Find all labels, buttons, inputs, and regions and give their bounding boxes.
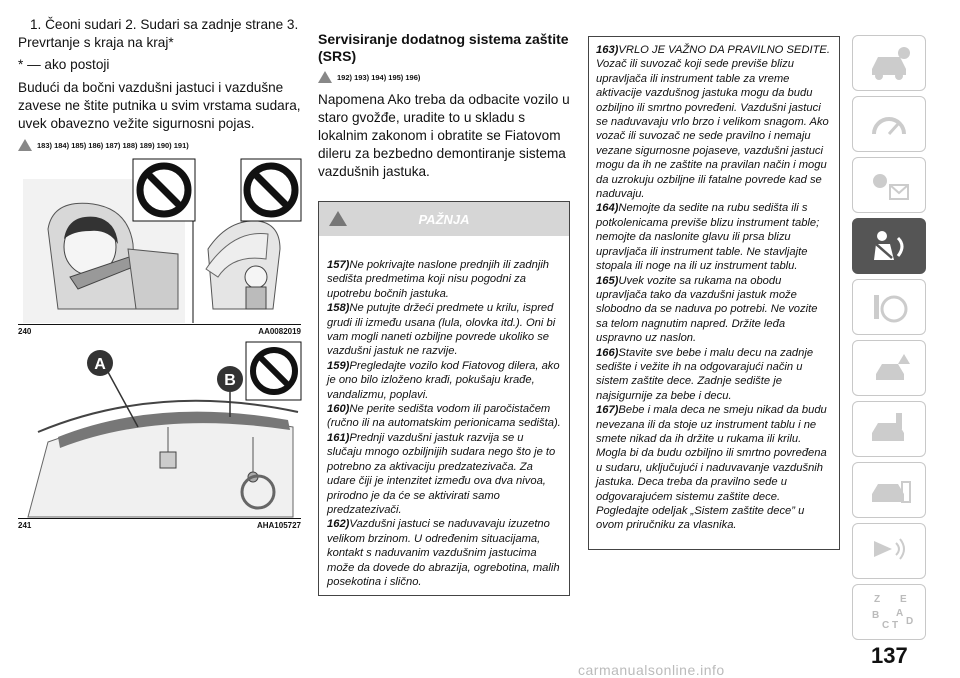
figure-240-caption [18, 324, 301, 336]
label-a: A [94, 356, 106, 373]
figure-code: AA0082019 [258, 327, 301, 336]
warning-item [596, 346, 832, 404]
figure-241-caption [18, 518, 301, 530]
warning-refs-text: 192) 193) 194) 195) 196) [337, 72, 421, 82]
index-letter: T [892, 620, 899, 631]
key-steering-icon [866, 287, 912, 327]
warning-item-number: 165) [596, 274, 619, 287]
index-letter: C [882, 620, 890, 631]
warning-item-text: Vazdušni jastuci se naduvavaju izuzetno velikom brzinom. U određenim situacijama, kontakt s naduvanim vazdušnim jastucima može da dovede do abrazija, ogrebotina, malih posekotina i slično. [327, 518, 560, 588]
warning-item [327, 431, 561, 517]
car-info-icon [866, 43, 912, 83]
chapter-tab-9[interactable] [852, 523, 926, 579]
seatbelt-paragraph: Budući da bočni vazdušni jastuci i vazdušne zavese ne štite putnika u svim vrstama sudara, uvek obavezno vežite sigurnosni pojas. [18, 80, 301, 131]
index-letter: Z [874, 594, 881, 605]
footnote: * — ako postoji [18, 57, 110, 72]
column-2 [318, 0, 570, 596]
warning-item-text: Stavite sve bebe i malu decu na zadnje sedište i vežite ih na odgovarajući način u sistem zaštite dece. Zadnje sedište je najsigurnije za bebe i decu. [596, 346, 814, 402]
warning-item-text: Ne perite sedišta vodom ili paročistačem (ručno ili na automatskim perionicama sedišta). [327, 403, 561, 430]
warning-item-number: 167) [596, 404, 619, 417]
warning-item-number: 159) [327, 359, 350, 372]
warning-item [596, 274, 832, 346]
warning-items [596, 43, 832, 533]
warning-triangle-icon [329, 211, 347, 226]
index-letter: E [900, 594, 907, 605]
label-b: B [224, 372, 236, 389]
warning-item-number: 158) [327, 302, 350, 315]
column-3 [588, 0, 840, 550]
index-letter: D [906, 616, 914, 627]
warning-item [596, 43, 832, 201]
warning-item [327, 258, 561, 301]
index-abc-icon [866, 592, 912, 632]
warning-item [327, 402, 561, 431]
warning-item-number: 157) [327, 259, 350, 271]
chapter-tab-2[interactable] [852, 96, 926, 152]
disposal-note: Napomena Ako treba da odbacite vozilo u staro gvožđe, uradite to u skladu s lokalnim zakonom i obratite se Fiatovom dileru za bezbedno demontiranje sistema vazdušnih jastuka. [318, 92, 570, 179]
child-in-seat-illustration [18, 159, 301, 323]
warning-item-text: Uvek vozite sa rukama na obodu upravljača tako da vazdušni jastuk može slobodno da se naduva po potrebi. Ne vozite sa telom nagnutim napred. Držite leđa uspravno uz naslon. [596, 274, 818, 345]
chapter-tab-5[interactable] [852, 279, 926, 335]
chapter-tab-10[interactable] [852, 584, 926, 640]
car-breakdown-icon [866, 348, 912, 388]
warning-item [596, 201, 832, 273]
warning-item [327, 301, 561, 359]
warning-item [327, 517, 561, 589]
warning-refs [318, 71, 570, 83]
figure-240 [18, 159, 301, 323]
warning-item-number: 162) [327, 518, 350, 531]
figure-241 [18, 342, 301, 517]
multimedia-icon [866, 531, 912, 571]
section-title: Servisiranje dodatnog sistema zaštite (SRS) [318, 31, 569, 64]
lights-message-icon [866, 165, 912, 205]
warning-triangle-icon [318, 71, 332, 83]
index-letter: B [872, 610, 880, 621]
warning-item-text: Bebe i mala deca ne smeju nikad da budu nevezana ili da stoje uz instrument tablu i ne smete nikad da ih držite u rukama ili krilu. Mogla bi da budu ozbiljno ili smrtno povređena u sudaru, uključujući i naduvavanje vazdušnih jastuka. Deca treba da pravilno sede u odgovarajućem sistemu zaštite dece. Pogledajte odeljak „Sistem zaštite dece” u ovom priručniku za vlasnika. [596, 404, 827, 532]
warning-item-number: 161) [327, 431, 350, 444]
warning-box-header [319, 202, 569, 236]
warning-item-text: Ne putujte držeći predmete u krilu, ispred grudi ili između usana (lula, olovka itd.). Oni bi vam mogli naneti ozbiljne povrede ukoliko se vazdušni jastuk ne razvije. [327, 302, 556, 358]
warning-item-text: Prednji vazdušni jastuk razvija se u slučaju mnogo ozbiljnijih sudara nego što je to potrebno za aktivaciju predzatezivača. Za udare čiji je intenzitet između ova dva nivoa, prirodno je da će se aktivirati samo predzatezivači. [327, 431, 556, 516]
index-letter: A [896, 608, 904, 619]
column-1 [18, 0, 301, 530]
page-number: 137 [871, 643, 908, 668]
car-specs-icon [866, 470, 912, 510]
warning-triangle-icon [18, 139, 32, 151]
warning-refs [18, 139, 301, 151]
collision-legend: 1. Čeoni sudari 2. Sudari sa zadnje strane 3. Prevrtanje s kraja na kraj* [18, 17, 299, 50]
chapter-tab-4[interactable] [852, 218, 926, 274]
warning-item [596, 403, 832, 533]
figure-code: AHA105727 [256, 521, 301, 530]
warning-item-number: 163) [596, 44, 619, 56]
warning-item-text: Ne pokrivajte naslone prednjih ili zadnjih sedišta predmetima koji nisu pogodni za upotrebu bočnih jastuka. [327, 259, 550, 300]
chapter-tab-1[interactable] [852, 35, 926, 91]
chapter-tab-8[interactable] [852, 462, 926, 518]
warning-refs-text: 183) 184) 185) 186) 187) 188) 189) 190) 191) [37, 140, 189, 150]
warning-item-text: Pregledajte vozilo kod Fiatovog dilera, ako je ono bilo izloženo krađi, pokušaju krađe, vandalizmu, poplavi. [327, 359, 560, 401]
chapter-tab-3[interactable] [852, 157, 926, 213]
warning-box-title: PAŽNJA [418, 211, 470, 227]
warning-item-number: 160) [327, 403, 350, 416]
figure-number: 240 [18, 327, 32, 336]
chapter-tab-7[interactable] [852, 401, 926, 457]
airbag-seatbelt-icon [866, 226, 912, 266]
warning-items [319, 236, 569, 595]
warning-item [327, 359, 561, 402]
chapter-tab-6[interactable] [852, 340, 926, 396]
warning-item-number: 166) [596, 346, 619, 359]
warning-item-text: Nemojte da sedite na rubu sedišta ili s potkolenicama previše blizu instrument table; nemojte da naslonite glavu ili prsa blizu upravljača ili instrument table. Ne stavljajte stopala ili noge na ili uz instrument tablu. [596, 202, 820, 273]
warning-item-number: 164) [596, 202, 619, 215]
watermark: carmanualsonline.info [578, 662, 725, 678]
curtain-airbag-illustration [18, 342, 301, 517]
warning-box [318, 201, 570, 596]
figure-number: 241 [18, 521, 32, 530]
warning-box-continued [588, 36, 840, 550]
dashboard-icon [866, 104, 912, 144]
chapter-tabs [852, 35, 926, 645]
warning-item-text: VRLO JE VAŽNO DA PRAVILNO SEDITE. Vozač ili suvozač koji sede previše blizu upravljača ili instrument table za vreme aktivacije vazdušnog jastuka mogu da budu ozbiljno ili smrtno povređeni. Vazdušni jastuci se naduvavaju vrlo brzo i velikom snagom. Ako vozač ili suvozač ne sede pravilno i nemaju vezane sigurnosne pojaseve, vazdušni jastuci mogu da ih ne zaštite na pravilan način i mogu da uzrokuju ozbiljne ili fatalne povrede kad se naduvaju. [596, 44, 830, 201]
car-service-icon [866, 409, 912, 449]
